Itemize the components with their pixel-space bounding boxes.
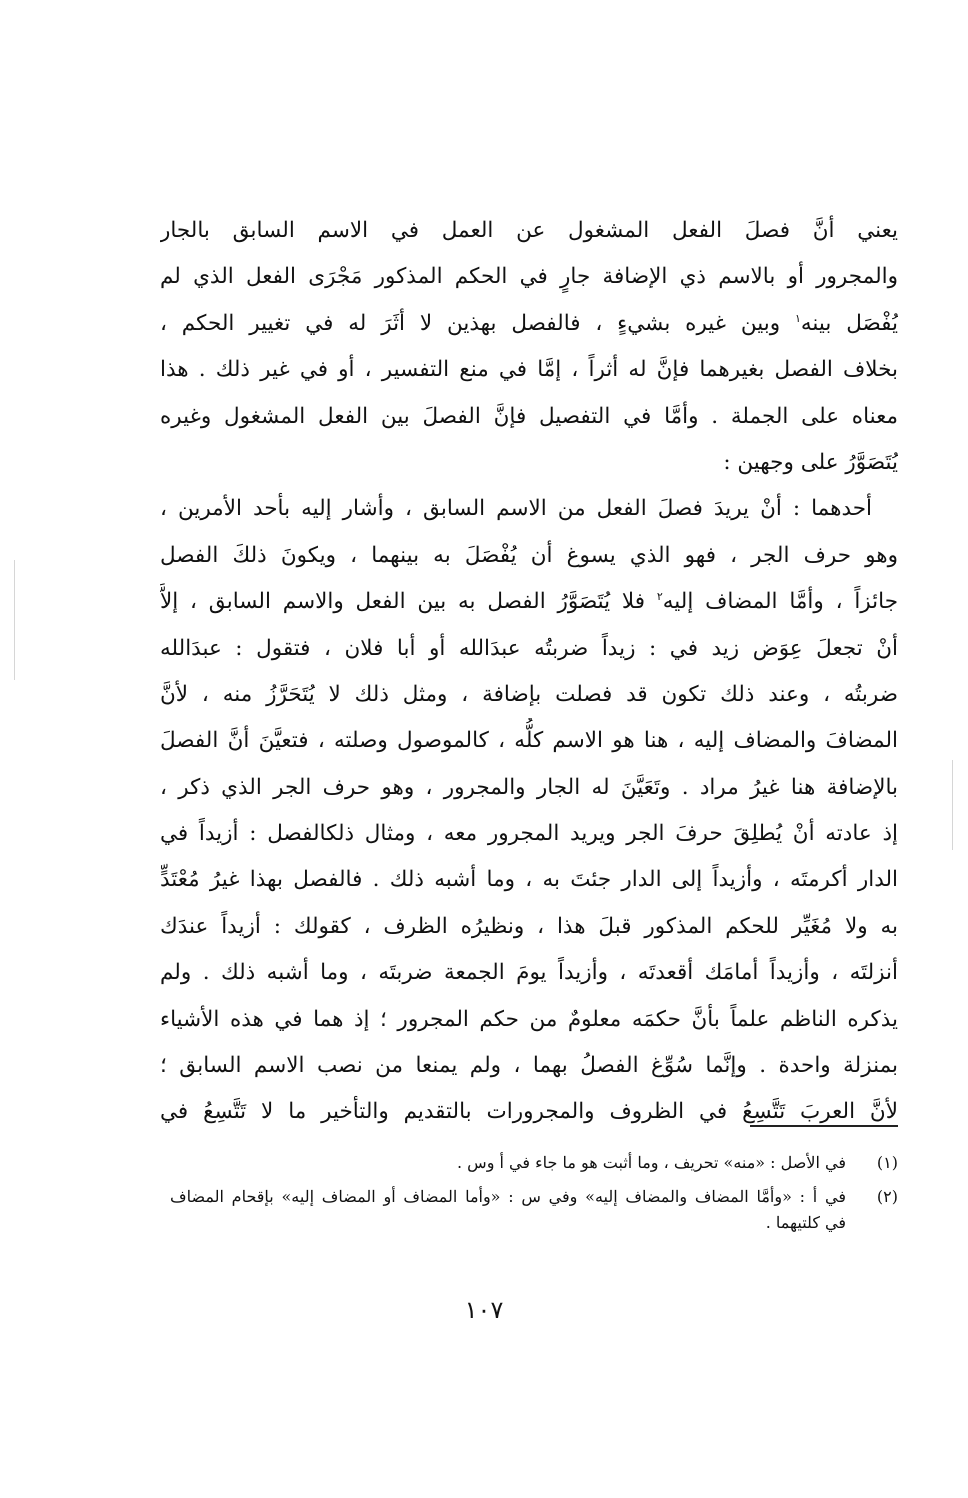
footnote-separator xyxy=(750,1125,898,1127)
text-line: ضربتُه ، وعند ذلك تكون قد فصلت بإضافة ، ومثل ذلك لا يُتَحَرَّزُ منه ، لأنَّ xyxy=(160,681,898,707)
text-line: المضافَ والمضاف إليه ، هنا هو الاسم كلُّه ، كالموصول وصلته ، فتعيَّنَ أنَّ الفصلَ xyxy=(160,728,898,754)
footnotes xyxy=(170,1150,898,1236)
footnote-text: في أ : «وأمَّا المضاف والمضاف إليه» وفي س : «وأما المضاف أو المضاف إليه» بإقحام المضاف xyxy=(170,1187,846,1206)
scan-edge-mark-right xyxy=(952,760,953,850)
text-line: إذ عادته أنْ يُطلِقَ حرفَ الجر ويريد المجرور معه ، ومثال ذلكالفصل : أزيداً في xyxy=(160,821,898,847)
text-line: يُتَصَوَّرُ على وجهين : xyxy=(723,449,898,475)
text-line-with-footnote-2 xyxy=(160,579,898,625)
footnote-ref-2: ٢ xyxy=(656,589,663,603)
text-line-part: فلا يُتَصَوَّرُ الفصل به بين الفعل والاسم السابق ، إلاَّ xyxy=(160,589,646,615)
text-line-part: وبين غيره بشيءٍ ، فالفصل بهذين لا أثَرَ له في تغيير الحكم ، xyxy=(160,310,781,336)
text-line: لأنَّ العربَ تَتَّسِعُ في الظروف والمجرورات بالتقديم والتأخير ما لا تَتَّسِعُ في xyxy=(160,1099,898,1125)
text-line: بمنزلة واحدة . وإنَّما سُوِّغ الفصلُ بهما ، ولم يمنعا من نصب الاسم السابق ؛ xyxy=(160,1053,898,1079)
text-line: الدار أكرمتَه ، وأزيداً إلى الدار جئتَ به ، وما أشبه ذلك . فالفصل بهذا غيرُ مُعْتَدٍّ xyxy=(160,867,898,893)
footnote-number: (١) xyxy=(876,1153,898,1172)
text-line-part: جائزاً ، وأمَّا المضاف إليه xyxy=(662,589,898,615)
text-line-with-footnote-1 xyxy=(160,301,898,347)
scan-edge-mark-left xyxy=(14,560,15,680)
footnote-2 xyxy=(170,1184,898,1236)
text-line: معناه على الجملة . وأمَّا في التفصيل فإنَّ الفصلَ بين الفعل المشغول وغيره xyxy=(160,403,898,429)
text-line: أحدهما : أنْ يريدَ فصلَ الفعل من الاسم السابق ، وأشار إليه بأحد الأمرين ، xyxy=(160,496,872,522)
text-line: أنزلتَه ، وأزيداً أمامَك أقعدتَه ، وأزيداً يومَ الجمعة ضربتَه ، وما أشبه ذلك . ولم xyxy=(160,960,898,986)
footnote-text: في كلتيهما . xyxy=(765,1213,846,1232)
footnote-number: (٢) xyxy=(876,1187,898,1206)
text-line: بالإضافة هنا غيرُ مراد . وتَعَيَّنَ له الجار والمجرور ، وهو حرف الجر الذي ذكر ، xyxy=(160,774,898,800)
page-number: ١٠٧ xyxy=(464,1296,504,1324)
text-line: يذكره الناظم علماً بأنَّ حكمَه معلومٌ من حكم المجرور ؛ إذ هما في هذه الأشياء xyxy=(160,1006,898,1032)
text-line: والمجرور أو بالاسم ذي الإضافة جارٍ في الحكم المذكور مَجْرَى الفعل الذي لم xyxy=(160,264,898,290)
text-line: به ولا مُغَيِّر للحكم المذكور قبلَ هذا ، ونظيرُه الظرف ، كقولك : أزيداً عندَك xyxy=(160,913,898,939)
text-line: يعني أنَّ فصلَ الفعل المشغول عن العمل في الاسم السابق بالجار xyxy=(160,218,898,243)
footnote-1 xyxy=(170,1150,898,1176)
footnote-text: في الأصل : «منه» تحريف ، وما أثبت هو ما جاء في أ وس . xyxy=(456,1153,846,1172)
footnote-ref-1: ١ xyxy=(794,311,801,325)
text-line: وهو حرف الجر ، فهو الذي يسوغ أن يُفْصَلَ به بينهما ، ويكونَ ذلكَ الفصل xyxy=(160,542,898,568)
text-line: بخلاف الفصل بغيرهما فإنَّ له أثراً ، إمَّا في منع التفسير ، أو في غير ذلك . هذا xyxy=(160,357,898,383)
main-text xyxy=(160,208,898,1136)
text-line: أنْ تجعلَ عِوَض زيد في : زيداً ضربتُه عبدَالله أو أبا فلان ، فتقول : عبدَالله xyxy=(160,635,898,661)
text-line-part: يُفْصَل بينه xyxy=(800,310,898,336)
